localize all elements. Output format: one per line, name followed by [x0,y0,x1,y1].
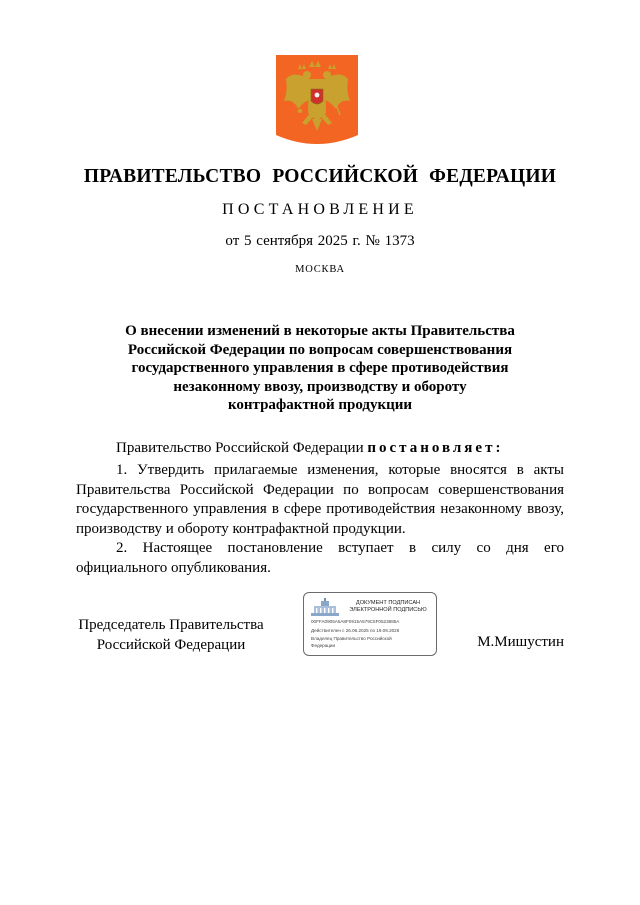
preamble-line [76,439,564,459]
subject-line: незаконному ввозу, производству и обороту [173,378,467,395]
e-signature-stamp [303,592,437,656]
document-date-number: от 5 сентября 2025 г. № 1373 [225,233,415,249]
certificate-serial: 00FFA0905A5A8F0915A579C5F0523885A [311,619,400,624]
signatory-position-line: Российской Федерации [96,637,246,653]
signatory-position-line: Председатель Правительства [78,617,264,633]
paragraph-line: Правительства Российской Федерации по вопросам совершенствования [76,481,564,498]
signatory-name: М.Мишустин [477,634,564,650]
government-title: ПРАВИТЕЛЬСТВО РОССИЙСКОЙ ФЕДЕРАЦИИ [83,166,557,187]
preamble [76,439,564,459]
document-subject [0,322,640,415]
paragraph-line: 1. Утвердить прилагаемые изменения, которые вносятся в акты [116,462,564,478]
document-type: ПОСТАНОВЛЕНИЕ [222,201,418,218]
coat-of-arms-icon [276,55,358,147]
subject-line: О внесении изменений в некоторые акты Правительства [125,323,515,339]
certificate-owner: Федерации [311,643,336,648]
preamble-text: Правительство Российской Федерации [116,440,368,456]
signatory-position [76,615,266,655]
paragraph-line: государственного управления в сфере противодействия незаконному ввозу, [76,501,564,517]
paragraph-line: производству и обороту контрафактной продукции. [76,520,406,537]
subject-line: Российской Федерации по вопросам совершенствования [127,341,513,358]
paragraph-1 [76,461,564,539]
document-city: МОСКВА [295,264,345,275]
stamp-title [340,600,436,614]
paragraph-line: официального опубликования. [76,559,271,576]
subject-line: государственного управления в сфере противодействия [131,360,509,377]
stamp-title-line: ЭЛЕКТРОННОЙ ПОДПИСЬЮ [349,607,427,613]
paragraph-line: 2. Настоящее постановление вступает в силу со дня его [116,540,564,556]
certificate-validity: Действителен с 26.06.2025 по 19.09.2026 [311,628,400,633]
subject-line: контрафактной продукции [227,397,413,414]
preamble-decree-word: постановляет: [367,440,504,456]
government-building-icon [310,598,340,618]
stamp-title-line: ДОКУМЕНТ ПОДПИСАН [355,600,421,606]
certificate-owner: Владелец Правительство Российской [311,636,392,641]
paragraph-2 [76,539,564,578]
